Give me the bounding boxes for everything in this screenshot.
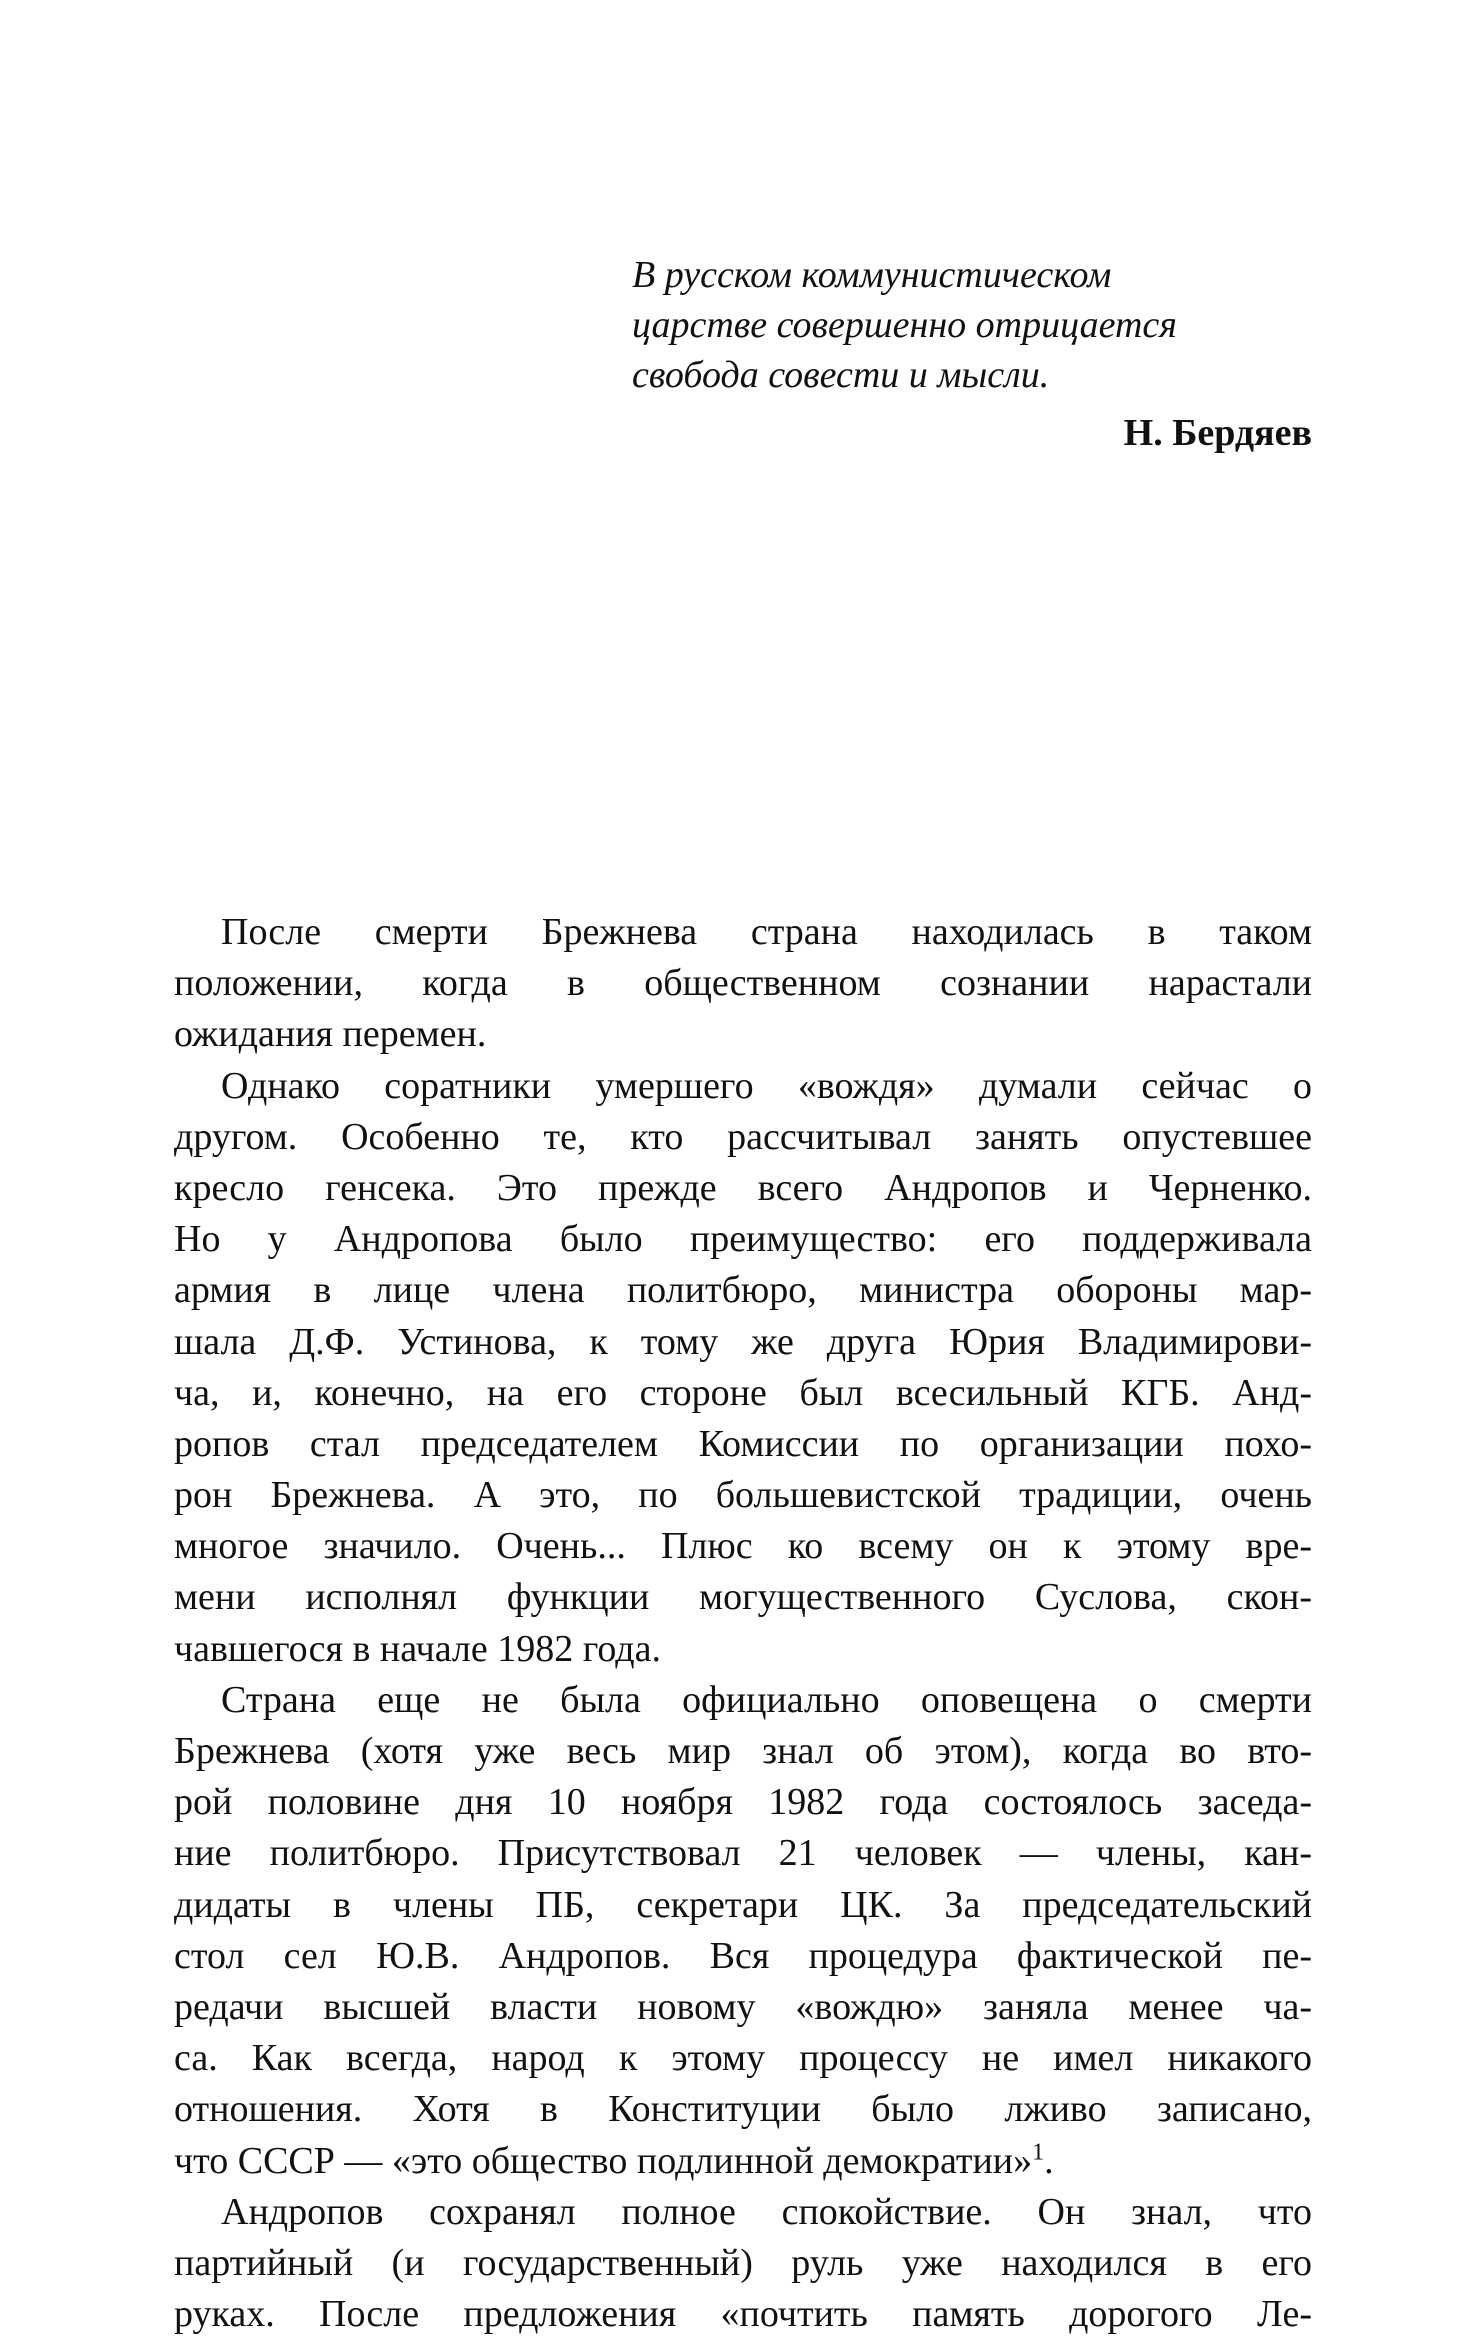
text-line: партийный (и государственный) руль уже находился в его (174, 2241, 1312, 2284)
text-line: мени исполнял функции могущественного Суслова, скон- (174, 1576, 1312, 1619)
text-line: отношения. Хотя в Конституции было лживо записано, (174, 2088, 1312, 2131)
epigraph (632, 250, 1312, 458)
text-line: Однако соратники умершего «вождя» думали сейчас о (221, 1064, 1312, 1107)
epigraph-line: свобода совести и мысли. (632, 354, 1050, 396)
text-line-content: что СССР — «это общество подлинной демократии» (174, 2139, 1033, 2182)
text-line: шала Д.Ф. Устинова, к тому же друга Юрия Владимирови- (174, 1320, 1312, 1363)
footnote-marker[interactable]: 1 (1032, 2138, 1045, 2165)
text-line: ожидания перемен. (174, 1013, 487, 1056)
paragraph (174, 1061, 1312, 1675)
text-line: многое значило. Очень... Плюс ко всему он к этому вре- (174, 1525, 1312, 1568)
text-line: чавшегося в начале 1982 года. (174, 1627, 661, 1670)
epigraph-author: Н. Бердяев (1123, 412, 1312, 454)
text-line: са. Как всегда, народ к этому процессу не имел никакого (174, 2037, 1312, 2080)
text-line: дидаты в члены ПБ, секретари ЦК. За председательский (174, 1883, 1312, 1926)
text-line: другом. Особенно те, кто рассчитывал занять опустевшее (174, 1115, 1312, 1158)
paragraph (174, 2187, 1312, 2340)
text-line: ропов стал председателем Комиссии по организации похо- (174, 1422, 1312, 1465)
body-text (174, 907, 1312, 2340)
text-line: После смерти Брежнева страна находилась в таком (221, 911, 1312, 953)
text-line: ние политбюро. Присутствовал 21 человек — члены, кан- (174, 1832, 1312, 1875)
text-line: редачи высшей власти новому «вождю» заняла менее ча- (174, 1985, 1312, 2028)
text-line: положении, когда в общественном сознании нарастали (174, 962, 1312, 1005)
text-line: рон Брежнева. А это, по большевистской традиции, очень (174, 1474, 1312, 1517)
text-line: ча, и, конечно, на его стороне был всесильный КГБ. Анд- (174, 1371, 1312, 1414)
text-line: Но у Андропова было преимущество: его поддерживала (174, 1218, 1312, 1261)
text-line: кресло генсека. Это прежде всего Андропов и Черненко. (174, 1166, 1312, 1209)
footnote-period: . (1044, 2139, 1054, 2182)
paragraph (174, 1675, 1312, 2187)
text-line: Брежнева (хотя уже весь мир знал об этом), когда во вто- (174, 1730, 1312, 1772)
text-line: Страна еще не была официально оповещена о смерти (221, 1678, 1312, 1721)
text-line: армия в лице члена политбюро, министра обороны мар- (174, 1269, 1312, 1312)
epigraph-line: В русском коммунистическом (632, 254, 1112, 296)
text-line (174, 2136, 1312, 2187)
paragraph (174, 907, 1312, 1061)
text-line: рой половине дня 10 ноября 1982 года состоялось заседа- (174, 1781, 1312, 1824)
epigraph-line: царстве совершенно отрицается (632, 304, 1177, 346)
text-line: руках. После предложения «почтить память дорогого Ле- (174, 2293, 1312, 2336)
text-line: Андропов сохранял полное спокойствие. Он знал, что (221, 2190, 1312, 2233)
text-line: стол сел Ю.В. Андропов. Вся процедура фактической пе- (174, 1934, 1312, 1977)
